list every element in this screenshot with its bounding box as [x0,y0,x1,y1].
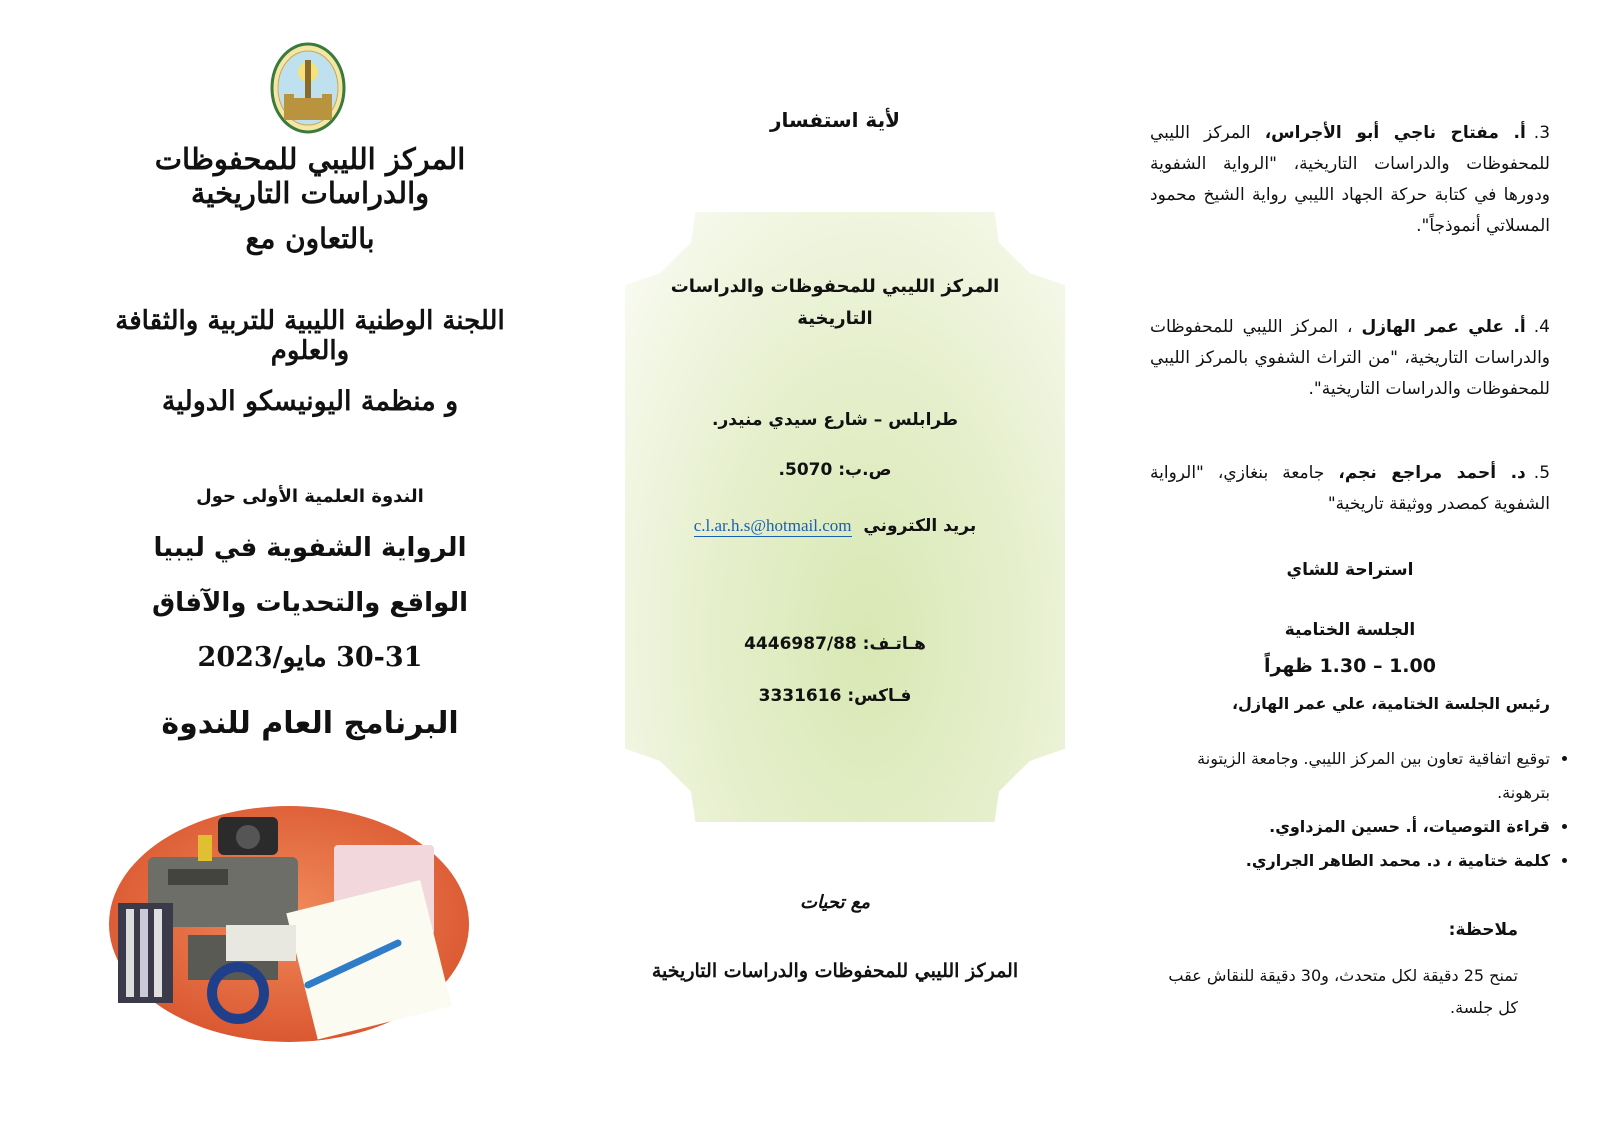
symposium-title-1: الرواية الشفوية في ليبيا [153,533,467,563]
closing-session-title: الجلسة الختامية [1284,620,1416,640]
note-title: ملاحظة: [1448,920,1518,940]
program-panel [1150,0,1550,1131]
closing-chair: رئيس الجلسة الختامية، علي عمر الهازل، [1231,694,1550,713]
email-label: بريد الكتروني [863,516,977,536]
note-text: تمنح 25 دقيقة لكل متحدث، و30 دقيقة للنقاش عقب كل جلسة. [1168,966,1518,1017]
closing-item: • توقيع اتفاقية تعاون بين المركز الليبي. وجامعة الزيتونة بترهونة. [1150,742,1550,810]
closing-items [1150,742,1590,878]
email-link[interactable]: c.l.ar.h.s@hotmail.com [693,516,852,535]
speaker-3: 3.أ. مفتاح ناجي أبو الأجراس، المركز الليبي للمحفوظات والدراسات التاريخية، "الرواية الشفوية ودورها في كتابة حركة الجهاد الليبي رواية الشيخ محمود المسلاتي أنموذجاً". [1150,123,1551,236]
speaker-4-talk: ، المركز الليبي للمحفوظات والدراسات التاريخية، "من التراث الشفوي بالمركز الليبي للمحفوظات والدراسات التاريخية". [1150,317,1550,399]
speaker-4: 4.أ. علي عمر الهازل ، المركز الليبي للمحفوظات والدراسات التاريخية، "من التراث الشفوي بالمركز الليبي للمحفوظات والدراسات التاريخية". [1150,317,1550,399]
oral-history-photo [108,805,470,1043]
contact-panel [600,0,1070,1131]
inquiry-heading: لأية استفسار [770,108,900,132]
signature: المركز الليبي للمحفوظات والدراسات التاريخية [651,960,1019,982]
speaker-3-name: أ. مفتاح ناجي أبو الأجراس، [1264,123,1526,143]
emblem-logo [270,42,346,134]
symposium-label: الندوة العلمية الأولى حول [196,486,424,507]
address: طرابلس – شارع سيدي منيدر. [712,410,958,430]
closing-session-time: 1.00 – 1.30 ظهراً [1264,655,1436,677]
organization-name: المركز الليبي للمحفوظات والدراسات التاريخية [154,142,466,210]
speaker-5-name: د. أحمد مراجع نجم، [1338,463,1526,483]
phone: هـاتـف: 4446987/88 [744,634,926,654]
closing-item: • قراءة التوصيات، أ. حسين المزداوي. [1150,810,1550,844]
speaker-5: 5.د. أحمد مراجع نجم، جامعة بنغازي، "الرواية الشفوية كمصدر ووثيقة تاريخية" [1150,463,1551,514]
collaboration-text: بالتعاون مع [245,222,375,255]
unesco-name: و منظمة اليونيسكو الدولية [161,386,459,417]
speaker-4-name: أ. علي عمر الهازل [1361,317,1526,337]
cover-panel [100,0,520,1131]
email-row [600,516,1070,537]
center-name-line2: التاريخية [797,308,873,329]
fax: فـاكس: 3331616 [758,686,912,706]
tea-break: استراحة للشاي [1286,560,1414,580]
po-box: ص.ب: 5070. [778,460,892,480]
program-title: البرنامج العام للندوة [161,706,459,741]
center-name-line1: المركز الليبي للمحفوظات والدراسات [670,276,1000,297]
speaker-5-talk: جامعة بنغازي، "الرواية الشفوية كمصدر ووثيقة تاريخية" [1150,463,1550,514]
regards: مع تحيات [800,892,870,913]
committee-name: اللجنة الوطنية الليبية للتربية والثقافة والعلوم [115,306,505,366]
speaker-3-talk: المركز الليبي للمحفوظات والدراسات التاريخية، "الرواية الشفوية ودورها في كتابة حركة الجهاد الليبي رواية الشيخ محمود المسلاتي أنموذجاً". [1150,123,1550,236]
symposium-title-2: الواقع والتحديات والآفاق [151,588,469,618]
symposium-date: 30-31 مايو/2023 [197,642,423,673]
closing-item: • كلمة ختامية ، د. محمد الطاهر الجراري. [1150,844,1550,878]
